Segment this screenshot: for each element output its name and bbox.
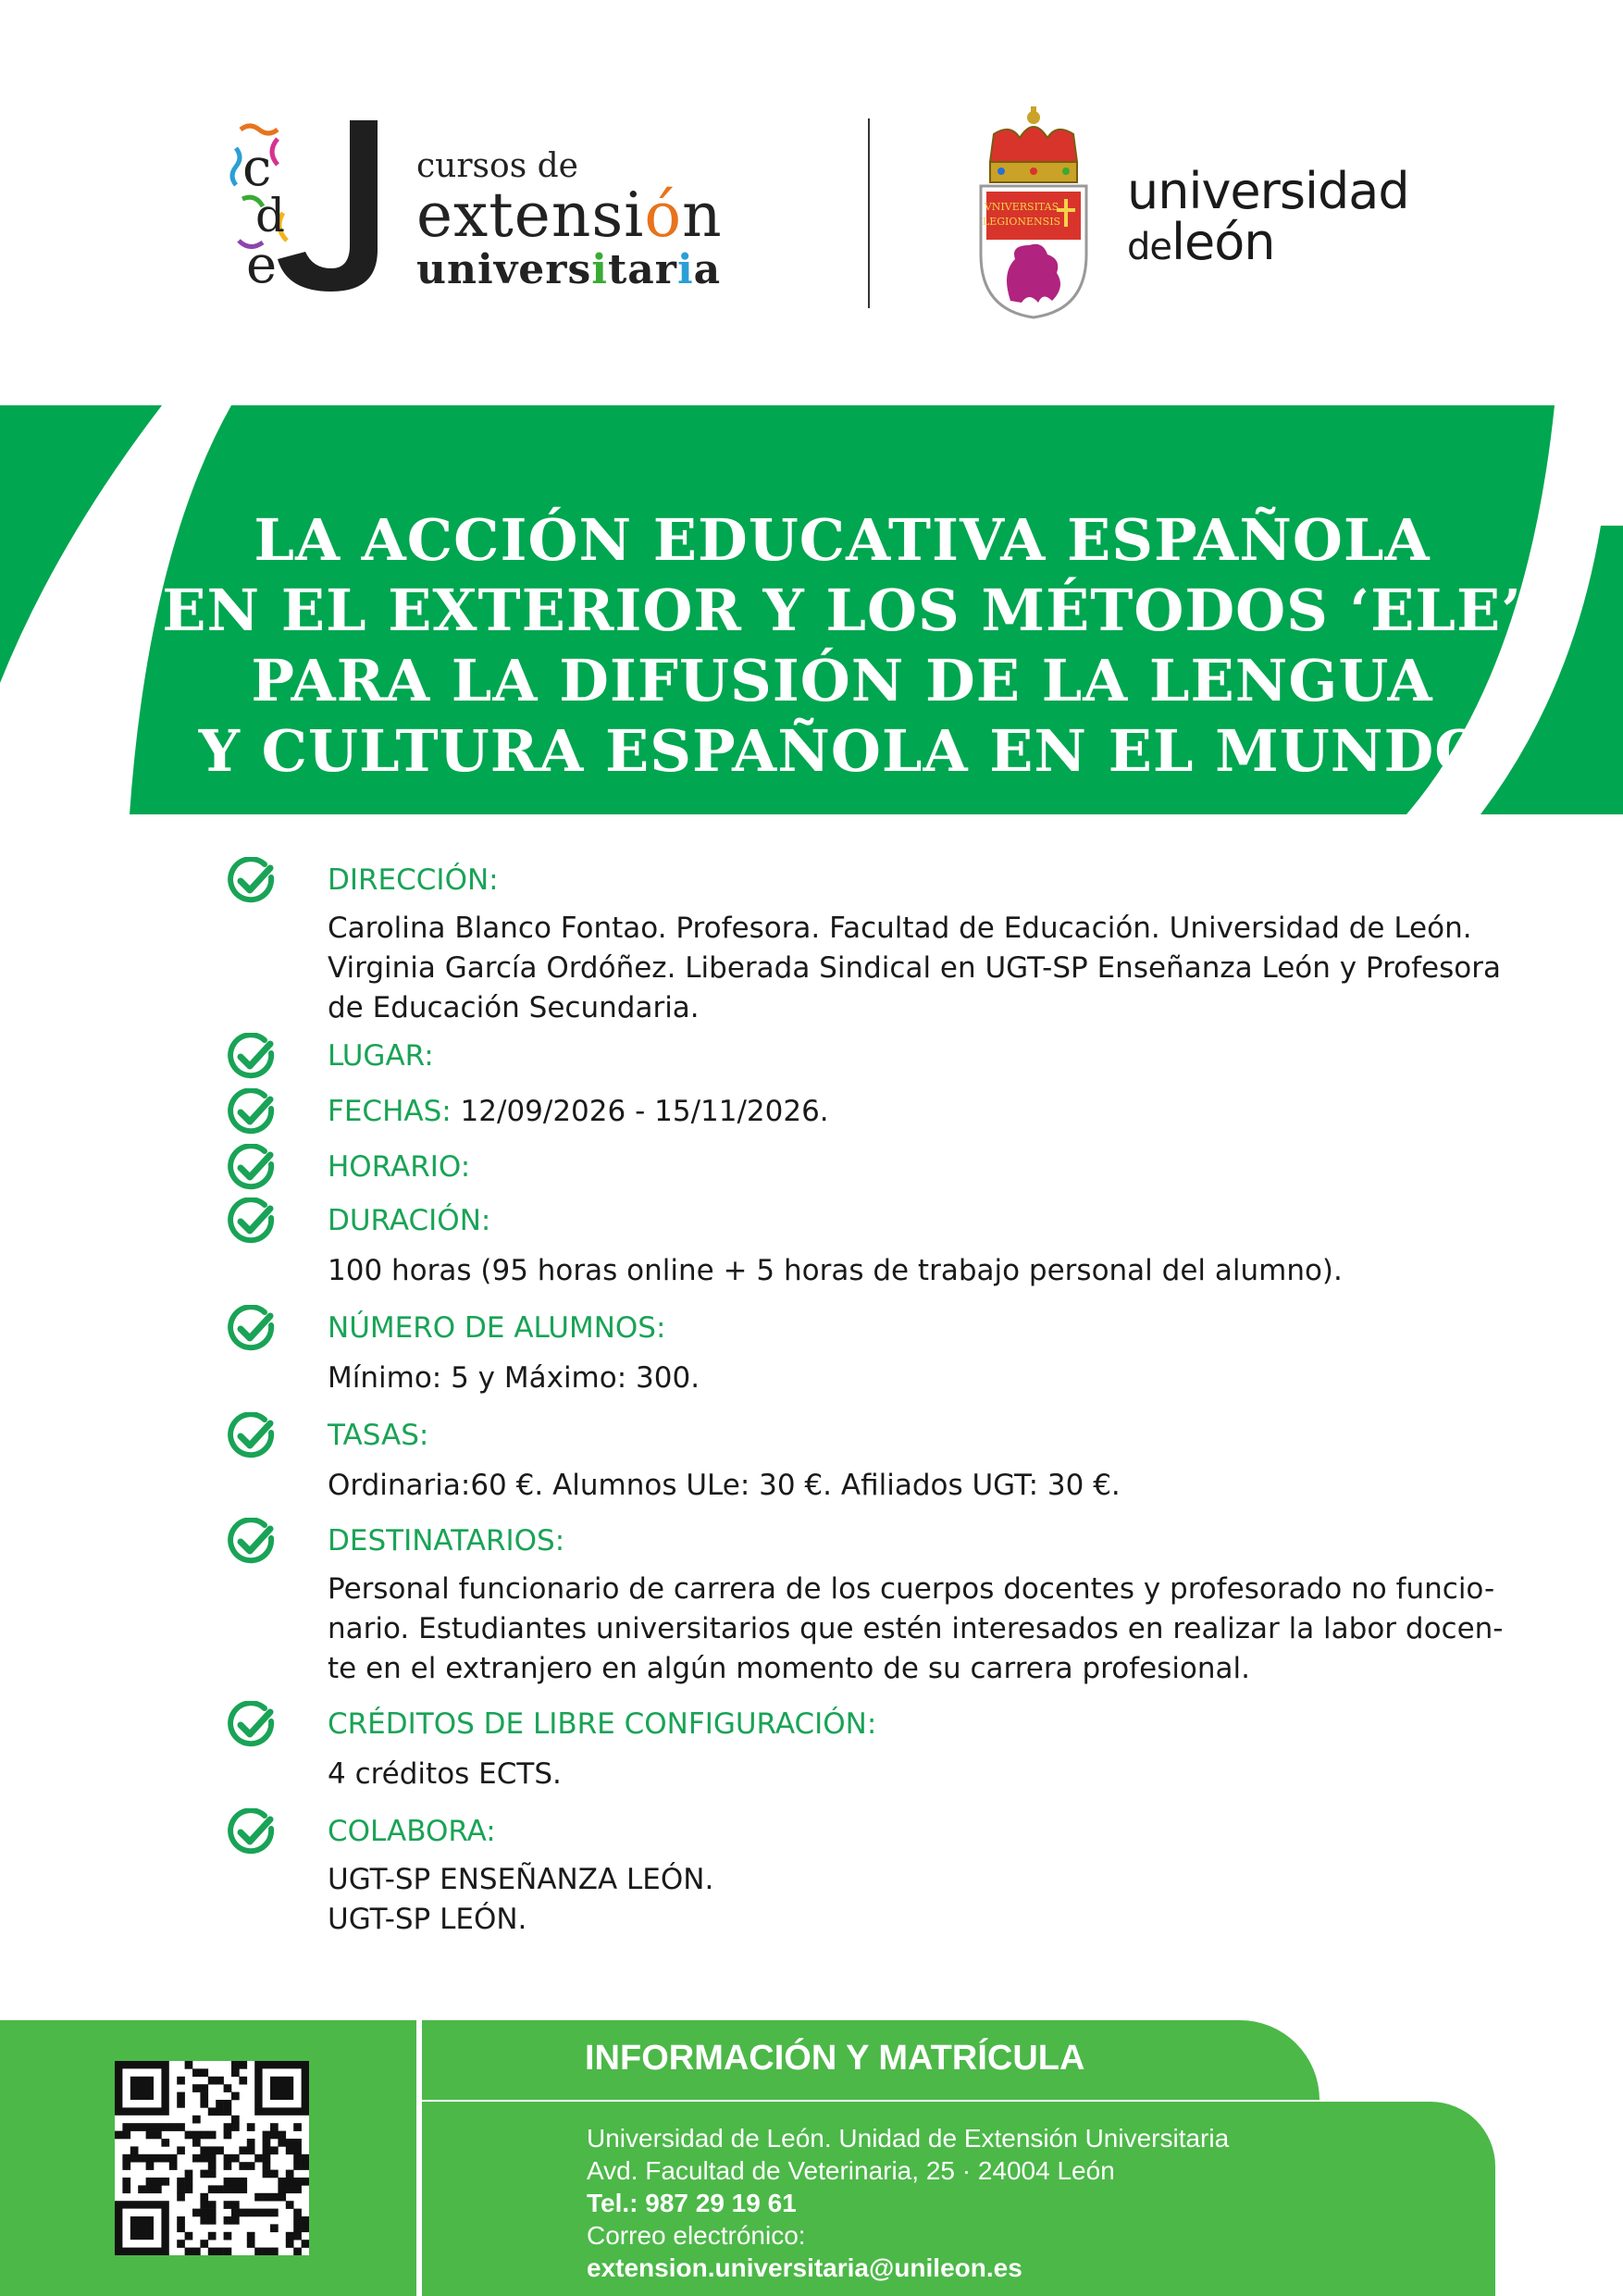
direccion-text: Carolina Blanco Fontao. Profesora. Facultad de Educación. Universidad de León. Virginia García Ordóñez. Liberada Sindical en UGT-SP Enseñanza León y Profesora de Educación Secundaria. [328, 912, 1501, 1024]
contact-info [587, 2122, 1604, 2284]
colabora-label: COLABORA: [328, 1815, 496, 1848]
check-circle-icon [228, 1518, 276, 1566]
contact-line-2: Avd. Facultad de Veterinaria, 25 · 24004 León [587, 2156, 1115, 2185]
check-circle-icon [228, 1808, 276, 1856]
title-line-3: PARA LA DIFUSIÓN DE LA LENGUA [251, 647, 1433, 714]
destinatarios-label: DESTINATARIOS: [328, 1524, 565, 1558]
contact-email-link[interactable]: extension.universitaria@unileon.es [587, 2253, 1022, 2282]
alumnos-text: Mínimo: 5 y Máximo: 300. [328, 1361, 700, 1395]
check-circle-icon [228, 1198, 276, 1246]
svg-text:d: d [255, 189, 286, 242]
creditos-label: CRÉDITOS DE LIBRE CONFIGURACIÓN: [328, 1707, 877, 1741]
university-name [1127, 162, 1423, 271]
creditos-text: 4 créditos ECTS. [328, 1757, 562, 1791]
destinatarios-text: Personal funcionario de carrera de los cuerpos docentes y profesorado no funcio- nario. Estudiantes universitarios que estén interesados en realizar la labor docen- te en el extranjero en algún momento de su carrera profesional. [328, 1572, 1504, 1685]
horario-label: HORARIO: [328, 1150, 471, 1184]
title-line-2: EN EL EXTERIOR Y LOS MÉTODOS ‘ELE’ [162, 577, 1522, 644]
qr-code[interactable] [115, 2061, 309, 2255]
title-banner [0, 405, 1623, 814]
fechas-label: FECHAS: 12/09/2026 - 15/11/2026. [328, 1095, 829, 1128]
cde-line-1: cursos de [416, 147, 578, 185]
title-line-4: Y CULTURA ESPAÑOLA EN EL MUNDO [198, 717, 1486, 785]
contact-email-line: Correo electrónico: extension.universitaria@unileon.es [587, 2221, 1022, 2282]
tasas-label: TASAS: [328, 1419, 429, 1452]
check-circle-icon [228, 1144, 276, 1192]
colabora-text: UGT-SP ENSEÑANZA LEÓN. UGT-SP LEÓN. [328, 1863, 714, 1936]
fechas-value: 12/09/2026 - 15/11/2026. [451, 1095, 829, 1128]
footer [0, 2020, 1623, 2296]
header-divider [868, 118, 870, 308]
university-line-2: deleón [1127, 213, 1275, 271]
cde-logo [222, 111, 777, 296]
coat-of-arms-shield-icon [973, 106, 1094, 319]
direccion-label: DIRECCIÓN: [328, 863, 499, 897]
title-line-1: LA ACCIÓN EDUCATIVA ESPAÑOLA [254, 506, 1431, 574]
alumnos-label: NÚMERO DE ALUMNOS: [328, 1311, 666, 1345]
lugar-label: LUGAR: [328, 1039, 434, 1073]
cde-wordmark [416, 148, 787, 294]
qr-panel [0, 2020, 416, 2296]
tasas-text: Ordinaria:60 €. Alumnos ULe: 30 €. Afiliados UGT: 30 €. [328, 1469, 1121, 1502]
header [0, 0, 1623, 389]
university-line-1: universidad [1127, 162, 1409, 220]
check-circle-icon [228, 1088, 276, 1136]
check-circle-icon [228, 1033, 276, 1081]
duracion-label: DURACIÓN: [328, 1204, 491, 1237]
check-circle-icon [228, 1305, 276, 1353]
contact-phone: Tel.: 987 29 19 61 [587, 2189, 797, 2217]
info-title: INFORMACIÓN Y MATRÍCULA [585, 2039, 1085, 2078]
svg-text:LEGIONENSIS: LEGIONENSIS [982, 216, 1061, 228]
svg-text:e: e [246, 235, 278, 295]
check-circle-icon [228, 857, 276, 905]
svg-text:c: c [242, 138, 272, 198]
check-circle-icon [228, 1412, 276, 1460]
course-title [111, 505, 1573, 787]
check-circle-icon [228, 1701, 276, 1749]
cde-line-2: extensión [416, 180, 723, 251]
contact-line-1: Universidad de León. Unidad de Extensión Universitaria [587, 2124, 1230, 2153]
svg-text:VNIVERSITAS: VNIVERSITAS [984, 201, 1059, 213]
cde-monogram-icon [222, 111, 416, 296]
cde-line-3: universitaria [416, 246, 722, 293]
duracion-text: 100 horas (95 horas online + 5 horas de trabajo personal del alumno). [328, 1254, 1343, 1287]
